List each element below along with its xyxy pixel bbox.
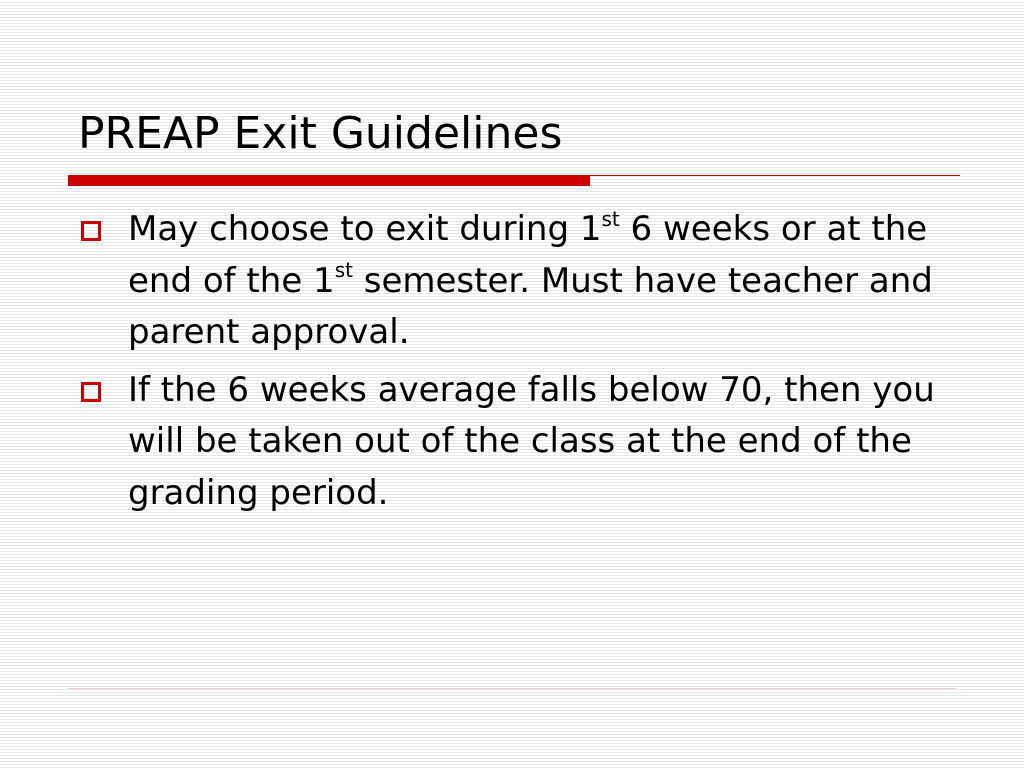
hollow-square-bullet-icon (81, 382, 101, 402)
title-underline-thick (68, 175, 590, 186)
bullet-list (78, 204, 958, 525)
ordinal-suffix: st (334, 258, 353, 283)
bullet-text-part: May choose to exit during 1 (128, 209, 602, 249)
slide-title: PREAP Exit Guidelines (78, 108, 563, 159)
bullet-text-part: 6 weeks or at the end of the 1 (128, 209, 928, 301)
bullet-text-part: semester. Must have teacher and parent approval. (128, 260, 933, 352)
ordinal-suffix: st (601, 206, 620, 231)
hollow-square-bullet-icon (81, 221, 101, 241)
title-underline-thin (590, 175, 960, 176)
footer-divider (68, 688, 956, 689)
bullet-text: If the 6 weeks average falls below 70, then you will be taken out of the class at the end of the grading period. (128, 369, 935, 513)
bullet-item-exit-timing (78, 204, 958, 359)
bullet-item-average-rule (78, 365, 958, 520)
